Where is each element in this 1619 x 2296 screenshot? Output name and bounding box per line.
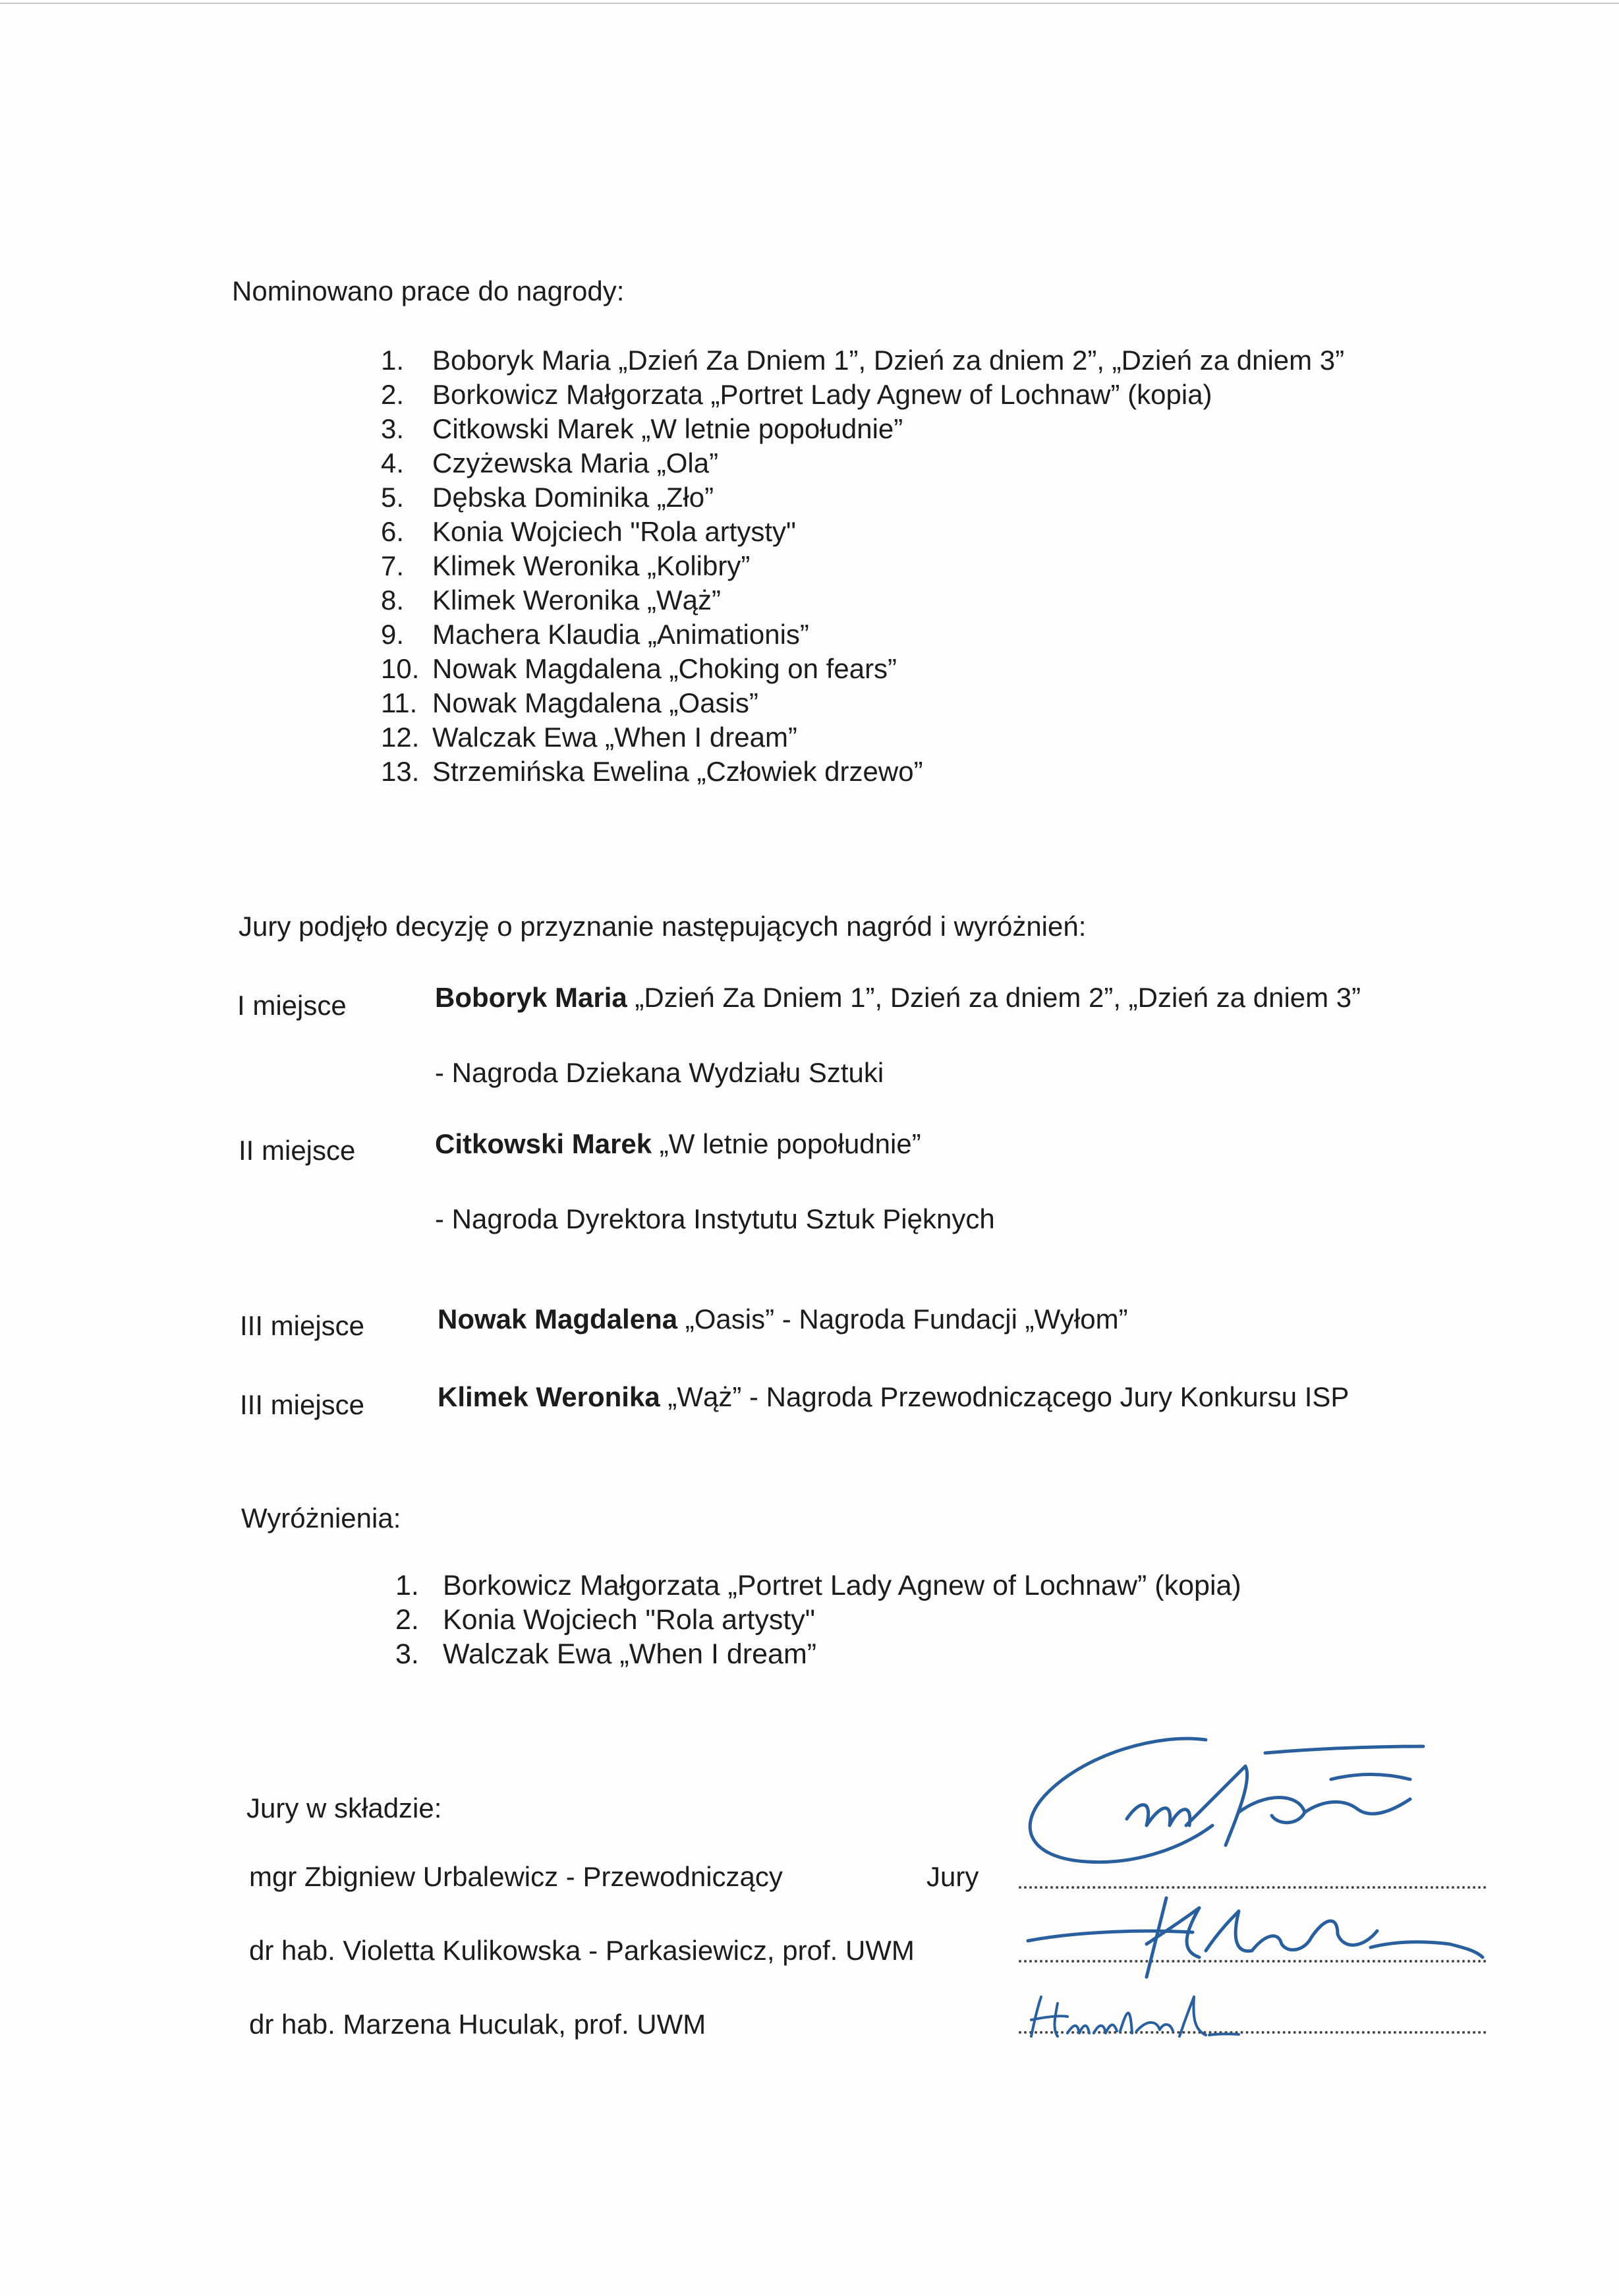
- winner-work: „Dzień Za Dniem 1”, Dzień za dniem 2”, „Dzień za dniem 3”: [627, 982, 1361, 1013]
- item-number: 1.: [395, 1569, 419, 1601]
- item-number: 9.: [381, 619, 405, 650]
- item-number: 4.: [381, 447, 405, 478]
- award-prize: - Nagroda Dziekana Wydziału Sztuki: [435, 1057, 884, 1088]
- signature-stroke: [1031, 1997, 1239, 2036]
- signature-stroke: [1028, 1898, 1483, 1977]
- item-text: Nowak Magdalena „Choking on fears”: [432, 653, 897, 684]
- item-number: 2.: [395, 1603, 419, 1636]
- item-text: Konia Wojciech "Rola artysty": [432, 516, 796, 547]
- item-number: 5.: [381, 482, 405, 513]
- item-text: Machera Klaudia „Animationis”: [432, 619, 809, 650]
- list-item: [381, 617, 1344, 652]
- award-place: III miejsce: [240, 1389, 365, 1420]
- item-text: Strzemińska Ewelina „Człowiek drzewo”: [432, 756, 923, 787]
- winner-name: Citkowski Marek: [435, 1128, 652, 1159]
- winner-work: „W letnie popołudnie”: [652, 1128, 921, 1159]
- nominations-heading: Nominowano prace do nagrody:: [232, 275, 625, 306]
- item-number: 7.: [381, 550, 405, 581]
- item-text: Borkowicz Małgorzata „Portret Lady Agnew of Lochnaw” (kopia): [443, 1569, 1241, 1601]
- list-item: [381, 720, 1344, 755]
- winner-name: Nowak Magdalena: [438, 1304, 678, 1335]
- award-place: I miejsce: [237, 990, 347, 1021]
- item-text: Citkowski Marek „W letnie popołudnie”: [432, 413, 903, 444]
- item-text: Klimek Weronika „Wąż”: [432, 585, 721, 616]
- jury-label: Jury: [926, 1861, 979, 1892]
- award-place: II miejsce: [239, 1135, 356, 1166]
- item-number: 1.: [381, 345, 405, 376]
- list-item: [381, 652, 1344, 686]
- signature-stroke: [1030, 1738, 1423, 1862]
- winner-work: „Oasis” - Nagroda Fundacji „Wyłom”: [677, 1304, 1128, 1335]
- list-item: [381, 378, 1344, 412]
- scan-edge-line: [0, 3, 1619, 4]
- list-item: [381, 686, 1344, 720]
- award-winner: [438, 1304, 1128, 1335]
- award-place: III miejsce: [240, 1310, 365, 1341]
- item-text: Nowak Magdalena „Oasis”: [432, 687, 758, 718]
- item-number: 13.: [381, 756, 420, 787]
- jury-member: dr hab. Marzena Huculak, prof. UWM: [249, 2009, 706, 2040]
- item-number: 11.: [381, 687, 418, 718]
- winner-name: Boboryk Maria: [435, 982, 627, 1013]
- item-number: 6.: [381, 516, 405, 547]
- jury-member: dr hab. Violetta Kulikowska - Parkasiewicz, prof. UWM: [249, 1935, 915, 1966]
- item-text: Walczak Ewa „When I dream”: [432, 722, 797, 753]
- list-item: [381, 343, 1344, 378]
- item-number: 3.: [381, 413, 405, 444]
- jury-heading: Jury w składzie:: [246, 1793, 442, 1823]
- item-text: Dębska Dominika „Zło”: [432, 482, 714, 513]
- list-item: [381, 412, 1344, 446]
- winner-work: „Wąż” - Nagroda Przewodniczącego Jury Konkursu ISP: [660, 1381, 1349, 1412]
- distinctions-heading: Wyróżnienia:: [241, 1503, 401, 1534]
- item-number: 3.: [395, 1638, 419, 1670]
- item-number: 8.: [381, 585, 405, 616]
- jury-member: mgr Zbigniew Urbalewicz - Przewodniczący: [249, 1861, 783, 1892]
- list-item: [381, 446, 1344, 480]
- list-item: [395, 1568, 1241, 1603]
- distinctions-list: [395, 1568, 1241, 1671]
- award-prize: - Nagroda Dyrektora Instytutu Sztuk Pięknych: [435, 1203, 995, 1234]
- item-text: Walczak Ewa „When I dream”: [443, 1638, 817, 1670]
- item-number: 12.: [381, 722, 420, 753]
- list-item: [395, 1603, 1241, 1637]
- item-text: Borkowicz Małgorzata „Portret Lady Agnew of Lochnaw” (kopia): [432, 379, 1212, 410]
- list-item: [381, 515, 1344, 549]
- list-item: [381, 549, 1344, 583]
- signature-huculak: [1021, 1984, 1245, 2046]
- item-number: 2.: [381, 379, 405, 410]
- list-item: [381, 583, 1344, 617]
- award-winner: [435, 982, 1361, 1014]
- signature-urbalewicz: [988, 1727, 1489, 1885]
- award-winner: [435, 1128, 921, 1160]
- item-text: Klimek Weronika „Kolibry”: [432, 550, 751, 581]
- list-item: [381, 755, 1344, 789]
- jury-decision-heading: Jury podjęło decyzję o przyznanie następujących nagród i wyróżnień:: [239, 911, 1087, 942]
- item-text: Boboryk Maria „Dzień Za Dniem 1”, Dzień za dniem 2”, „Dzień za dniem 3”: [432, 345, 1345, 376]
- signature-kulikowska: [1028, 1878, 1489, 1984]
- nominations-list: [381, 343, 1344, 789]
- item-text: Czyżewska Maria „Ola”: [432, 447, 719, 478]
- item-text: Konia Wojciech "Rola artysty": [443, 1603, 816, 1636]
- list-item: [395, 1637, 1241, 1671]
- winner-name: Klimek Weronika: [438, 1381, 660, 1412]
- item-number: 10.: [381, 653, 420, 684]
- list-item: [381, 480, 1344, 515]
- award-winner: [438, 1381, 1349, 1413]
